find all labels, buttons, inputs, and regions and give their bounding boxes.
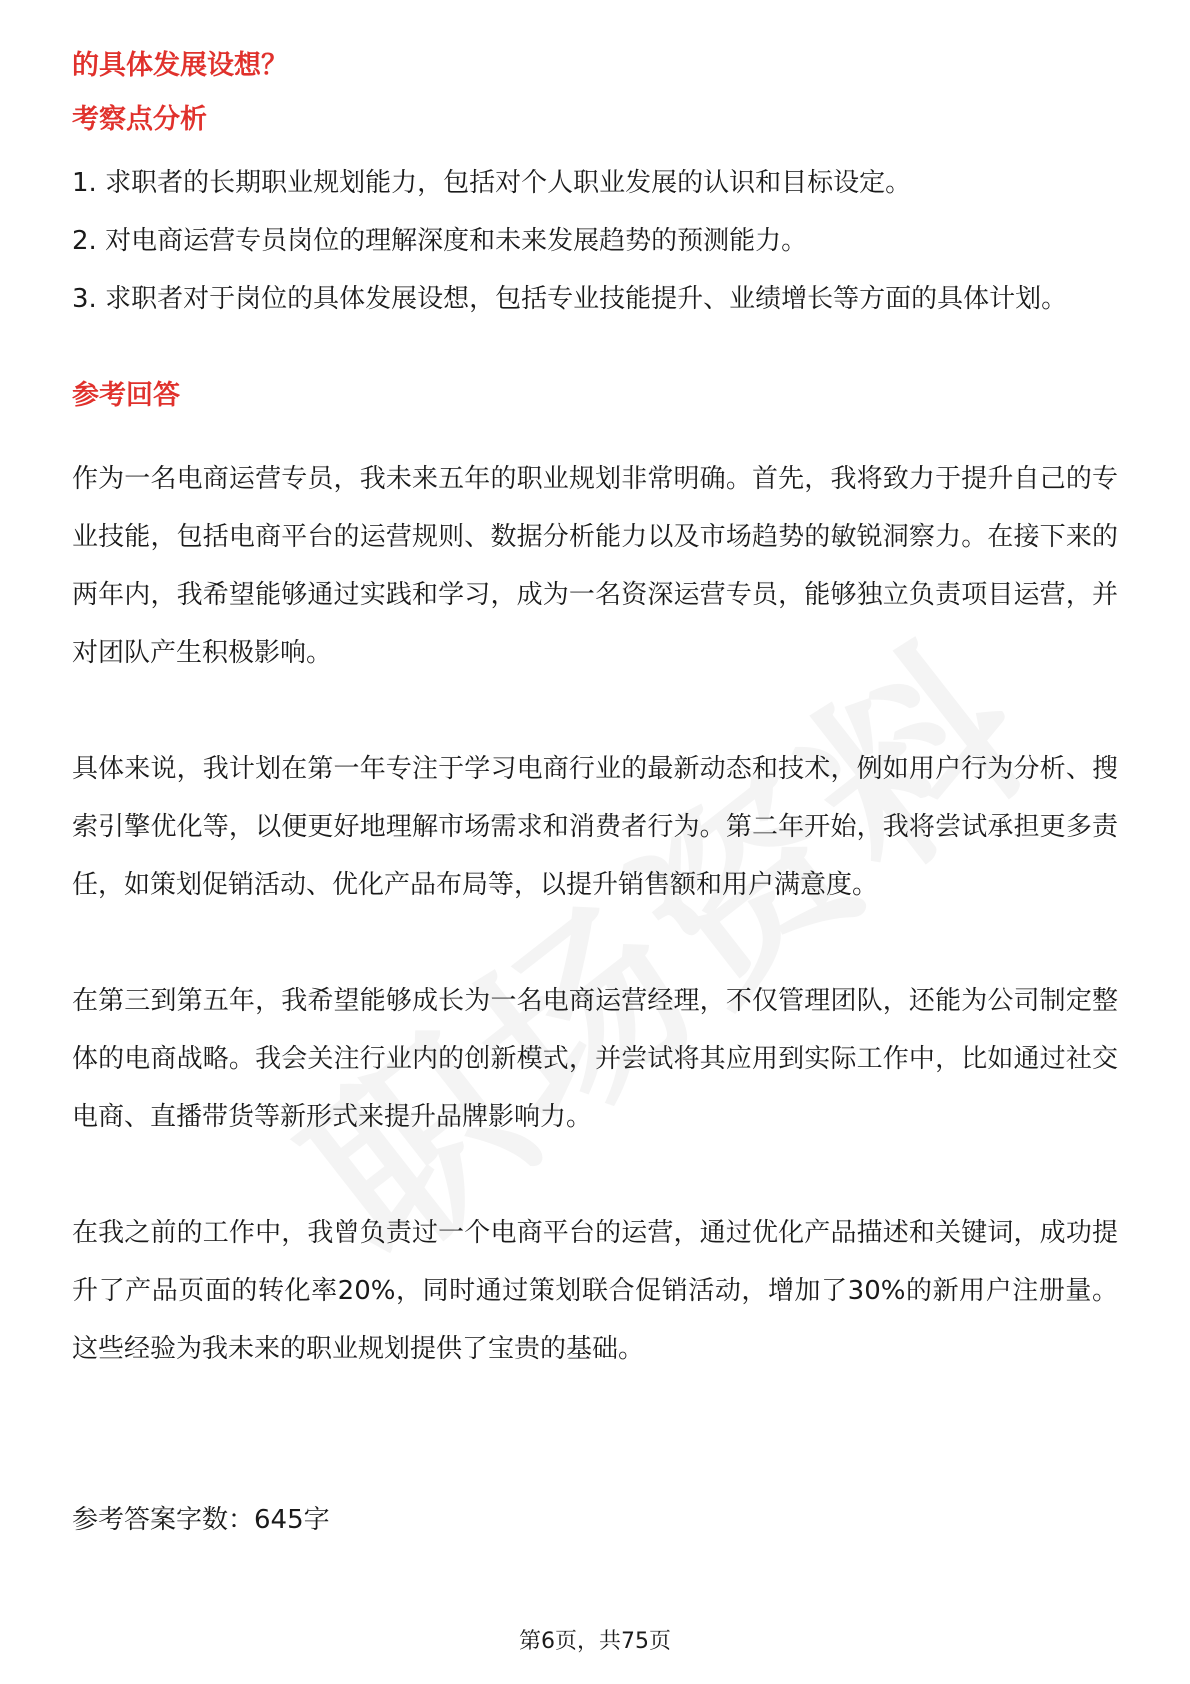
word-count: 参考答案字数：645字 bbox=[72, 1505, 330, 1535]
analysis-item: 1. 求职者的长期职业规划能力，包括对个人职业发展的认识和目标设定。 bbox=[72, 168, 912, 198]
page-number: 第6页，共75页 bbox=[519, 1629, 671, 1654]
answer-paragraph: 具体来说，我计划在第一年专注于学习电商行业的最新动态和技术，例如用户行为分析、搜索引擎优化等，以便更好地理解市场需求和消费者行为。第二年开始，我将尝试承担更多责任，如策划促销活动、优化产品布局等，以提升销售额和用户满意度。 bbox=[72, 754, 1118, 900]
analysis-item: 3. 求职者对于岗位的具体发展设想，包括专业技能提升、业绩增长等方面的具体计划。 bbox=[72, 284, 1068, 314]
answer-paragraph: 作为一名电商运营专员，我未来五年的职业规划非常明确。首先，我将致力于提升自己的专业技能，包括电商平台的运营规则、数据分析能力以及市场趋势的敏锐洞察力。在接下来的两年内，我希望能够通过实践和学习，成为一名资深运营专员，能够独立负责项目运营，并对团队产生积极影响。 bbox=[72, 464, 1118, 668]
analysis-item: 2. 对电商运营专员岗位的理解深度和未来发展趋势的预测能力。 bbox=[72, 226, 808, 256]
answer-paragraph: 在我之前的工作中，我曾负责过一个电商平台的运营，通过优化产品描述和关键词，成功提升了产品页面的转化率20%，同时通过策划联合促销活动，增加了30%的新用户注册量。这些经验为我未来的职业规划提供了宝贵的基础。 bbox=[72, 1218, 1118, 1364]
question-tail: 的具体发展设想？ bbox=[72, 50, 288, 81]
answer-body bbox=[72, 450, 1118, 1436]
analysis-heading: 考察点分析 bbox=[72, 104, 207, 135]
analysis-list bbox=[72, 154, 1118, 328]
answer-heading: 参考回答 bbox=[72, 380, 180, 411]
answer-paragraph: 在第三到第五年，我希望能够成长为一名电商运营经理，不仅管理团队，还能为公司制定整体的电商战略。我会关注行业内的创新模式，并尝试将其应用到实际工作中，比如通过社交电商、直播带货等新形式来提升品牌影响力。 bbox=[72, 986, 1118, 1132]
